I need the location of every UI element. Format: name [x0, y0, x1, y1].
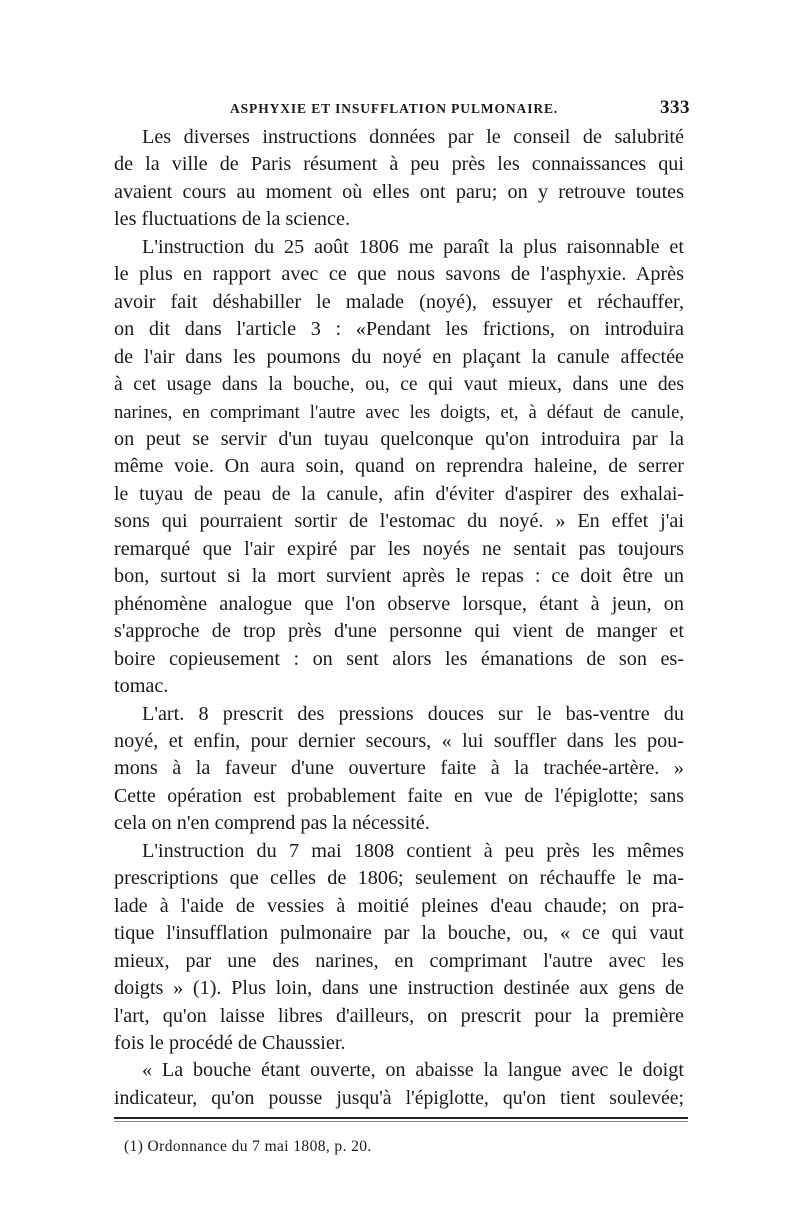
footnote-rule: [114, 1117, 688, 1119]
text-line: L'instruction du 25 août 1806 me paraît la plus raisonnable et: [142, 235, 684, 258]
page-number: 333: [660, 97, 690, 118]
text-line: à cet usage dans la bouche, ou, ce qui vaut mieux, dans une des: [114, 374, 684, 396]
text-line: mieux, par une des narines, en comprimant l'autre avec les: [114, 949, 684, 972]
text-line: on dit dans l'article 3 : «Pendant les frictions, on introduira: [114, 318, 684, 341]
text-line: le plus en rapport avec ce que nous savons de l'asphyxie. Après: [114, 263, 684, 286]
text-line: indicateur, qu'on pousse jusqu'à l'épiglotte, qu'on tient soulevée;: [114, 1086, 684, 1109]
text-line: Les diverses instructions données par le conseil de salubrité: [142, 126, 684, 148]
text-line: avaient cours au moment où elles ont paru; on y retrouve toutes: [114, 180, 684, 203]
text-line: bon, surtout si la mort survient après le repas : ce doit être un: [114, 565, 684, 588]
paragraph-4: [114, 838, 684, 1058]
text-line: de la ville de Paris résument à peu près les connaissances qui: [114, 153, 684, 176]
text-line: l'art, qu'on laisse libres d'ailleurs, on prescrit pour la première: [114, 1004, 684, 1027]
text-line: phénomène analogue que l'on observe lorsque, étant à jeun, on: [114, 592, 684, 615]
text-line: « La bouche étant ouverte, on abaisse la langue avec le doigt: [142, 1059, 684, 1082]
text-line: L'art. 8 prescrit des pressions douces sur le bas-ventre du: [142, 702, 684, 725]
text-line: narines, en comprimant l'autre avec les doigts, et, à défaut de canule,: [114, 401, 684, 423]
text-line: de l'air dans les poumons du noyé en plaçant la canule affectée: [114, 345, 684, 368]
text-line: on peut se servir d'un tuyau quelconque qu'on introduira par la: [114, 427, 684, 450]
text-line: s'approche de trop près d'une personne qui vient de manger et: [114, 620, 684, 643]
footnote-rule-thin: [114, 1121, 688, 1122]
text-line: remarqué que l'air expiré par les noyés ne sentait pas toujours: [114, 537, 684, 560]
paragraph-3: [114, 701, 684, 838]
text-line: noyé, et enfin, pour dernier secours, « lui souffler dans les pou-: [114, 729, 684, 752]
text-line: cela on n'en comprend pas la nécessité.: [114, 812, 430, 835]
running-head: [116, 97, 690, 121]
text-line: lade à l'aide de vessies à moitié pleines d'eau chaude; on pra-: [114, 894, 684, 917]
text-line: boire copieusement : on sent alors les émanations de son es-: [114, 647, 684, 670]
text-line: mons à la faveur d'une ouverture faite à la trachée-artère. »: [114, 757, 684, 780]
body-text: [114, 124, 684, 1112]
text-line: L'instruction du 7 mai 1808 contient à peu près les mêmes: [142, 839, 684, 862]
paragraph-1: [114, 124, 684, 234]
running-title: ASPHYXIE ET INSUFFLATION PULMONAIRE.: [230, 101, 559, 116]
text-line: fois le procédé de Chaussier.: [114, 1031, 346, 1054]
text-line: les fluctuations de la science.: [114, 208, 350, 231]
text-line: même voie. On aura soin, quand on reprendra haleine, de serrer: [114, 455, 684, 478]
footnote: (1) Ordonnance du 7 mai 1808, p. 20.: [124, 1138, 372, 1155]
text-line: prescriptions que celles de 1806; seulement on réchauffe le ma-: [114, 867, 684, 890]
text-line: le tuyau de peau de la canule, afin d'éviter d'aspirer des exhalai-: [114, 482, 684, 505]
text-line: tomac.: [114, 675, 169, 698]
text-line: doigts » (1). Plus loin, dans une instruction destinée aux gens de: [114, 977, 684, 1000]
text-line: tique l'insufflation pulmonaire par la bouche, ou, « ce qui vaut: [114, 922, 684, 945]
paragraph-5: [114, 1057, 684, 1112]
text-line: Cette opération est probablement faite en vue de l'épiglotte; sans: [114, 784, 684, 807]
paragraph-2: [114, 234, 684, 701]
text-line: sons qui pourraient sortir de l'estomac du noyé. » En effet j'ai: [114, 510, 684, 533]
text-line: avoir fait déshabiller le malade (noyé), essuyer et réchauffer,: [114, 290, 684, 313]
